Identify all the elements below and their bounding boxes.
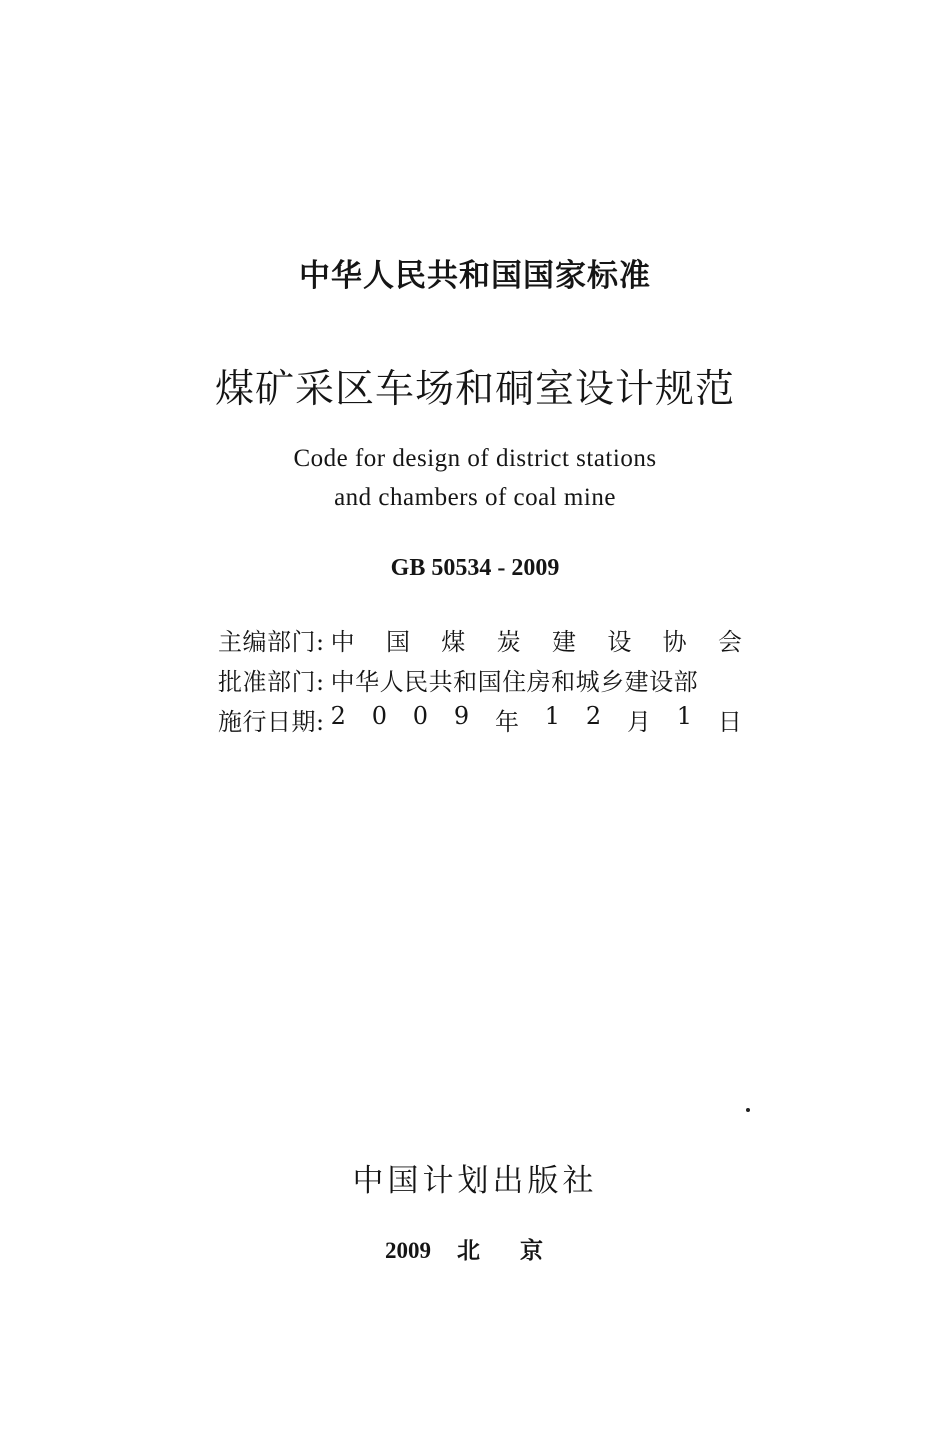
editor-char: 会	[718, 627, 742, 656]
effective-date-label: 施行日期:	[218, 707, 325, 736]
approver-row	[218, 662, 742, 696]
editor-char: 协	[662, 627, 687, 656]
date-char: 月	[626, 707, 651, 736]
date-char: 年	[494, 707, 519, 736]
date-char: 日	[717, 707, 742, 736]
date-char: 2	[585, 701, 602, 730]
standard-series-heading: 中华人民共和国国家标准	[299, 258, 651, 294]
date-char: 9	[453, 701, 470, 730]
effective-date-row	[218, 702, 742, 736]
editor-char: 中	[330, 627, 355, 656]
title-chinese: 煤矿采区车场和硐室设计规范	[214, 367, 735, 412]
date-char: 1	[676, 701, 693, 730]
editor-char: 国	[385, 627, 410, 656]
editor-char: 炭	[496, 627, 521, 656]
imprint-year: 2009	[385, 1238, 431, 1263]
standard-code: GB 50534 - 2009	[390, 555, 560, 581]
approver-value: 中华人民共和国住房和城乡建设部	[330, 667, 699, 696]
editor-char: 煤	[441, 627, 466, 656]
title-english-line-2: and chambers of coal mine	[334, 484, 616, 511]
approver-label: 批准部门:	[218, 667, 325, 696]
date-char: 2	[330, 701, 346, 730]
editor-value	[325, 622, 742, 657]
title-english-line-1: Code for design of district stations	[293, 445, 657, 472]
publisher-name: 中国计划出版社	[352, 1163, 598, 1199]
date-char: 0	[371, 701, 387, 730]
editor-char: 建	[551, 627, 576, 656]
date-char: 0	[412, 701, 429, 730]
editor-label: 主编部门:	[218, 627, 325, 656]
imprint-city: 北京	[457, 1238, 583, 1264]
effective-date-value	[325, 702, 742, 737]
editor-char: 设	[607, 627, 632, 656]
editor-row	[218, 622, 742, 656]
scan-speck	[746, 1108, 750, 1112]
date-char: 1	[544, 701, 561, 730]
imprint-line	[385, 1232, 583, 1265]
